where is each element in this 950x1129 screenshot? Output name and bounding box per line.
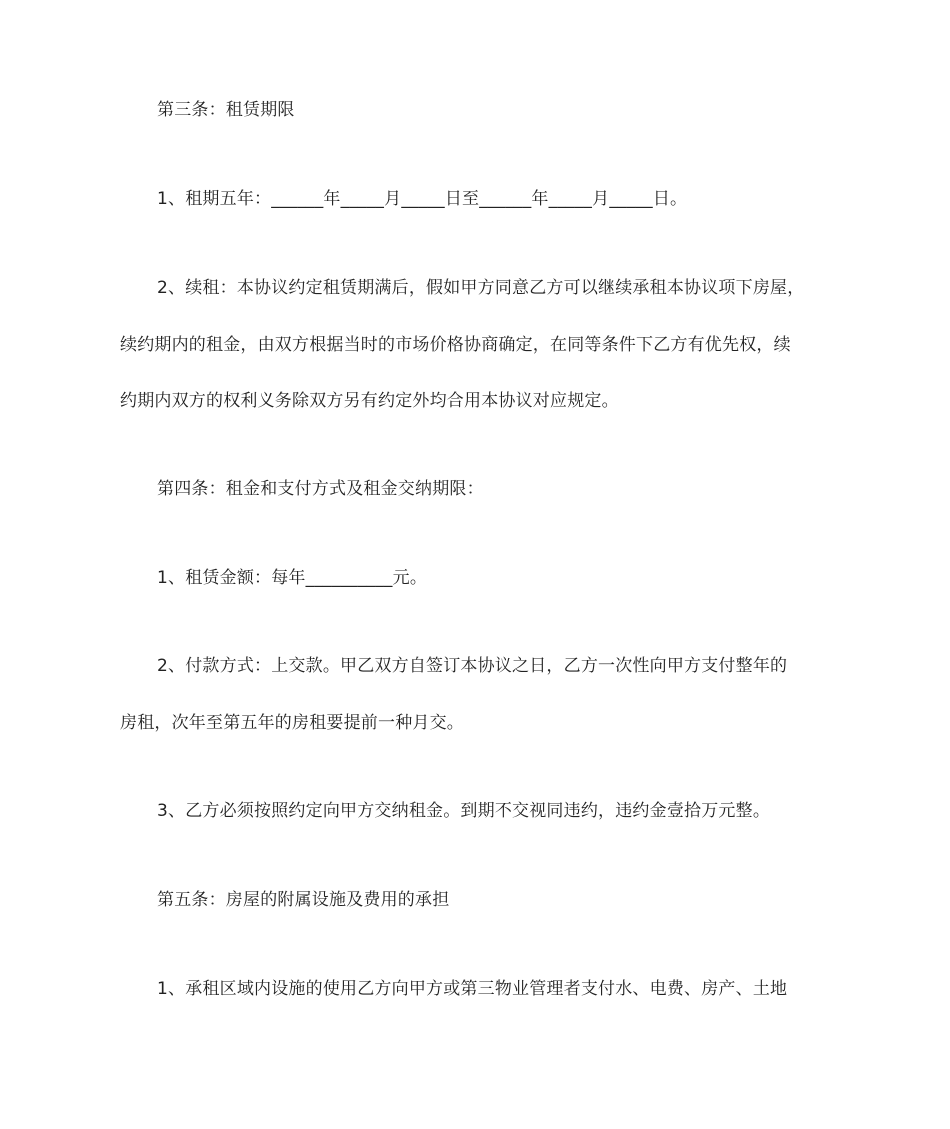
clause-payment-line-2: 房租，次年至第五年的房租要提前一种月交。 xyxy=(120,713,464,733)
clause-late-payment: 3、乙方必须按照约定向甲方交纳租金。到期不交视同违约，违约金壹拾万元整。 xyxy=(157,801,771,821)
clause-facilities-line-1: 1、承租区域内设施的使用乙方向甲方或第三物业管理者支付水、电费、房产、土地 xyxy=(157,979,788,999)
clause-rent-amount: 1、租赁金额：每年__________元。 xyxy=(157,568,428,588)
clause-lease-period: 1、租期五年：______年_____月_____日至______年_____月_____日。 xyxy=(157,189,688,209)
section-heading-term: 第三条：租赁期限 xyxy=(157,100,295,120)
section-heading-facilities: 第五条：房屋的附属设施及费用的承担 xyxy=(157,890,450,910)
clause-payment-line-1: 2、付款方式：上交款。甲乙双方自签订本协议之日，乙方一次性向甲方支付整年的 xyxy=(157,656,788,676)
clause-renewal-line-2: 续约期内的租金，由双方根据当时的市场价格协商确定，在同等条件下乙方有优先权，续 xyxy=(120,335,791,355)
clause-renewal-line-1: 2、续租：本协议约定租赁期满后，假如甲方同意乙方可以继续承租本协议项下房屋， xyxy=(157,278,805,298)
clause-renewal-line-3: 约期内双方的权利义务除双方另有约定外均合用本协议对应规定。 xyxy=(120,391,619,411)
section-heading-rent: 第四条：租金和支付方式及租金交纳期限： xyxy=(157,479,484,499)
